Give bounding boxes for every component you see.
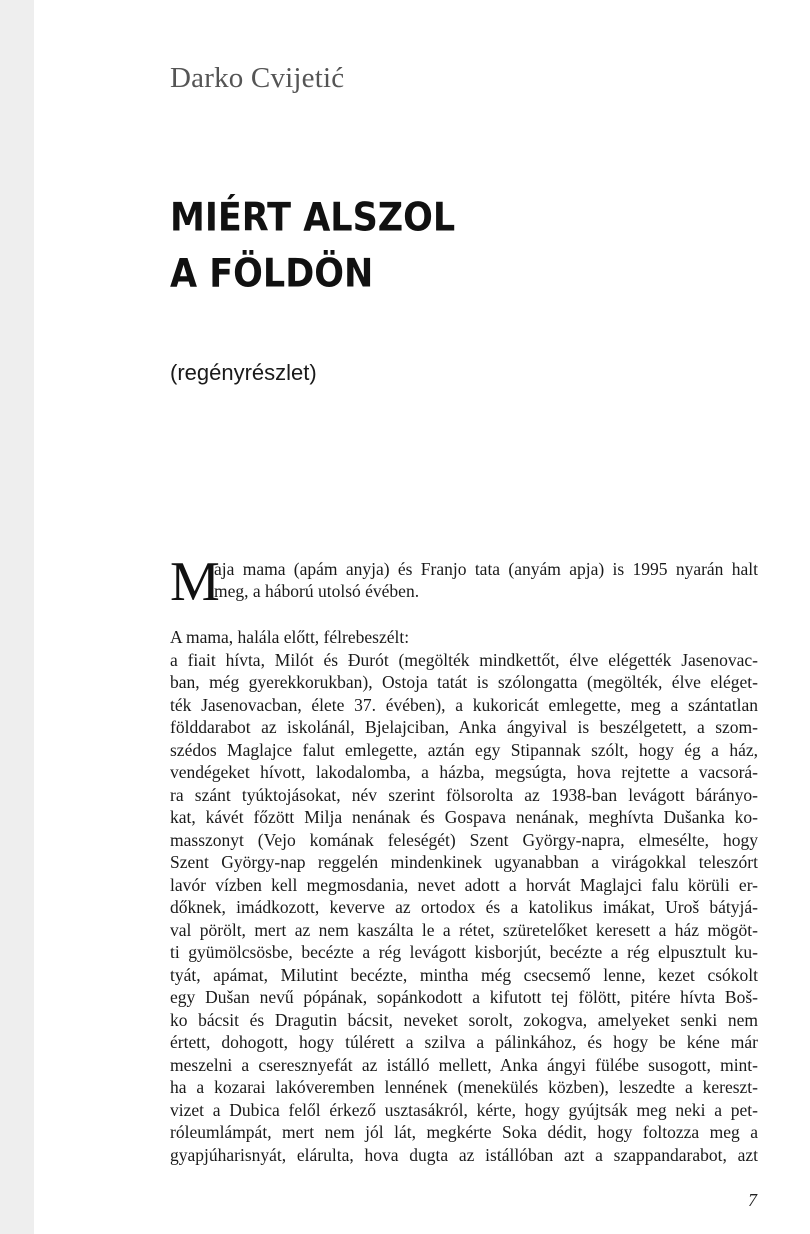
body-line: gyapjúharisnyát, elárulta, hova dugta az istállóban azt a szappandarabot, azt [170,1144,758,1165]
chapter-title [170,190,455,302]
body-paragraph [170,626,758,1166]
page-gutter [0,0,34,1234]
body-line: kat, kávét főzött Milja nenának és Gospava nenának, meghívta Dušanka ko- [170,807,758,827]
body-line: szédos Maglajce falut emlegette, aztán egy Stipannak szólt, hogy ég a ház, [170,739,758,760]
opening-line-1: aja mama (apám anyja) és Franjo tata (anyám apja) is 1995 nyarán halt [214,559,758,579]
body-line: róleumlámpát, mert nem jól lát, megkérte Soka dédit, hogy foltozza meg a [170,1122,758,1142]
body-line: értett, dohogott, hogy túlérett a szilva a pálinkához, és hogy be kéne már [170,1032,758,1052]
book-page [34,0,810,1234]
body-line: tyát, apámat, Milutint becézte, mintha még csecsemő lenne, kezet csókolt [170,964,758,985]
body-line: ti gyümölcsösbe, becézte a rég levágott kisborjút, becézte a rég elpusztult ku- [170,942,758,962]
author-name: Darko Cvijetić [170,62,345,94]
body-line: ko bácsit és Dragutin bácsit, neveket sorolt, zokogva, amelyeket senki nem [170,1009,758,1030]
page-number: 7 [748,1190,757,1210]
body-line: dőknek, imádkozott, keverve az ortodox és a katolikus imákat, Uroš bátyjá- [170,897,758,917]
subtitle: (regényrészlet) [170,360,317,385]
body-line: Szent György-nap reggelén mindenkinek ugyanabban a virágokkal teleszórt [170,852,758,872]
body-line: vendégeket hívott, lakodalomba, a házba, megsúgta, hova rejtette a vacsorá- [170,762,758,782]
body-line: ra szánt tyúktojásokat, név szerint fölsorolta az 1938-ban levágott bárányo- [170,784,758,805]
body-line: ha a kozarai lakóveremben lennének (menekülés közben), leszedte a kereszt- [170,1077,758,1097]
body-line: A mama, halála előtt, félrebeszélt: [170,627,410,647]
body-line: egy Dušan nevű pópának, sopánkodott a kifutott tej fölött, pitére hívta Boš- [170,987,758,1007]
body-line: ban, még gyerekkorukban), Ostoja tatát is szólongatta (megölték, élve eléget- [170,672,758,692]
drop-cap: M [170,551,220,613]
body-line: lavór vízben kell megmosdania, nevet adott a horvát Maglajci falu körüli er- [170,874,758,895]
opening-line-2: meg, a háború utolsó évében. [214,581,420,601]
opening-paragraph [170,551,758,613]
body-line: val pörölt, mert az nem kaszálta le a rétet, szüretelőket keresett a ház mögöt- [170,919,758,940]
body-line: a fiait hívta, Milót és Đurót (megölték mindkettőt, élve elégették Jasenovac- [170,649,758,670]
body-line: meszelni a cseresznyefát az istálló mellett, Anka ángyi fülébe susogott, mint- [170,1054,758,1075]
title-line-1: MIÉRT ALSZOL [170,195,456,241]
body-line: földdarabot az iskolánál, Bjelajciban, Anka ángyival is beszélgetett, a szom- [170,717,758,737]
body-line: vizet a Dubica felől érkező usztasákról, kérte, hogy gyújtsák meg neki a pet- [170,1099,758,1120]
body-line: ték Jasenovacban, élete 37. évében), a kukoricát emlegette, meg a szántatlan [170,694,758,715]
title-line-2: A FÖLDÖN [170,251,374,297]
body-line: masszonyt (Vejo komának feleségét) Szent György-napra, elmesélte, hogy [170,829,758,850]
